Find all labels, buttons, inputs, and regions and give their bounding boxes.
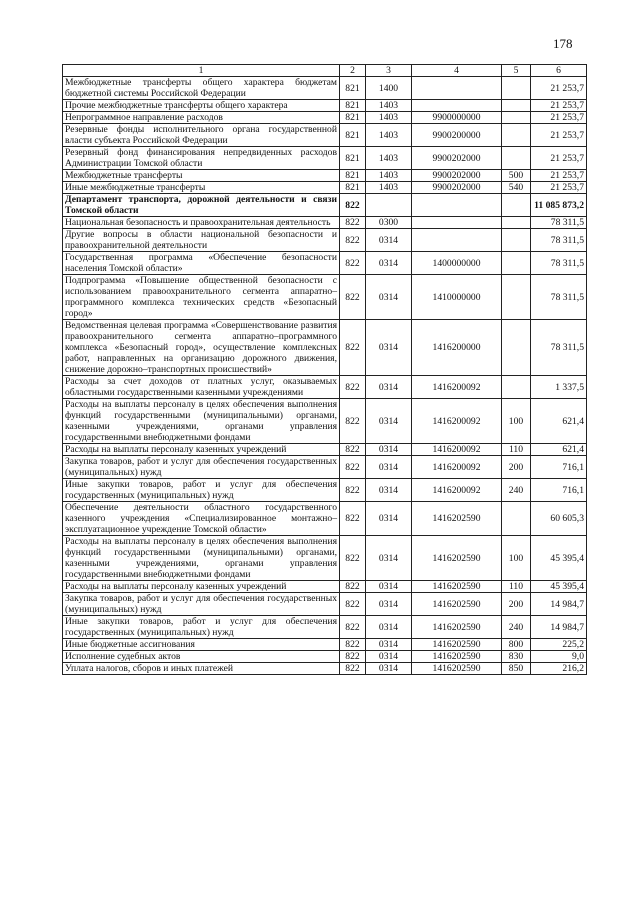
cell-amount: 14 984,7 [531, 593, 587, 616]
cell-expense-type [502, 147, 531, 170]
cell-admin-code: 821 [340, 124, 366, 147]
cell-admin-code: 822 [340, 194, 366, 217]
cell-admin-code: 822 [340, 229, 366, 252]
cell-target-code: 1416202590 [412, 581, 502, 593]
cell-admin-code: 822 [340, 456, 366, 479]
cell-name: Резервный фонд финансирования непредвиденных расходов Администрации Томской области [63, 147, 340, 170]
cell-expense-type [502, 376, 531, 399]
cell-target-code [412, 217, 502, 229]
header-cell-4: 4 [412, 65, 502, 77]
cell-amount: 78 311,5 [531, 217, 587, 229]
cell-section-code: 1403 [366, 112, 412, 124]
cell-expense-type [502, 112, 531, 124]
header-cell-1: 1 [63, 65, 340, 77]
cell-target-code: 9900000000 [412, 112, 502, 124]
cell-admin-code: 822 [340, 536, 366, 581]
cell-admin-code: 822 [340, 651, 366, 663]
cell-admin-code: 821 [340, 77, 366, 100]
table-body [63, 77, 587, 675]
table-row [63, 479, 587, 502]
cell-amount: 716,1 [531, 479, 587, 502]
cell-target-code [412, 229, 502, 252]
table-row [63, 275, 587, 320]
cell-target-code [412, 77, 502, 100]
cell-target-code: 1416200092 [412, 479, 502, 502]
cell-target-code: 1416202590 [412, 616, 502, 639]
cell-expense-type: 110 [502, 581, 531, 593]
cell-target-code: 1416200092 [412, 444, 502, 456]
table-row [63, 639, 587, 651]
cell-admin-code: 822 [340, 581, 366, 593]
cell-target-code: 9900202000 [412, 170, 502, 182]
budget-table [62, 64, 587, 675]
cell-target-code: 9900200000 [412, 124, 502, 147]
cell-expense-type [502, 124, 531, 147]
cell-expense-type: 110 [502, 444, 531, 456]
cell-amount: 21 253,7 [531, 112, 587, 124]
table-row [63, 217, 587, 229]
cell-expense-type [502, 217, 531, 229]
cell-section-code: 0314 [366, 376, 412, 399]
cell-section-code: 0314 [366, 252, 412, 275]
cell-expense-type: 850 [502, 663, 531, 675]
cell-amount: 216,2 [531, 663, 587, 675]
cell-name: Иные закупки товаров, работ и услуг для обеспечения государственных (муниципальных) нужд [63, 616, 340, 639]
cell-name: Резервные фонды исполнительного органа государственной власти субъекта Российской Федерации [63, 124, 340, 147]
cell-name: Расходы за счет доходов от платных услуг, оказываемых областными государственными казенными учреждениями [63, 376, 340, 399]
cell-amount: 716,1 [531, 456, 587, 479]
cell-expense-type: 100 [502, 399, 531, 444]
header-cell-6: 6 [531, 65, 587, 77]
cell-section-code: 1403 [366, 182, 412, 194]
cell-section-code: 0314 [366, 663, 412, 675]
header-cell-5: 5 [502, 65, 531, 77]
cell-admin-code: 821 [340, 112, 366, 124]
cell-amount: 21 253,7 [531, 182, 587, 194]
cell-expense-type [502, 502, 531, 536]
cell-expense-type: 800 [502, 639, 531, 651]
table-row [63, 170, 587, 182]
cell-section-code: 0314 [366, 651, 412, 663]
cell-expense-type [502, 320, 531, 376]
cell-target-code: 1416202590 [412, 651, 502, 663]
table-row [63, 376, 587, 399]
cell-expense-type: 540 [502, 182, 531, 194]
cell-amount: 78 311,5 [531, 229, 587, 252]
cell-name: Государственная программа «Обеспечение безопасности населения Томской области» [63, 252, 340, 275]
cell-amount: 45 395,4 [531, 536, 587, 581]
cell-amount: 21 253,7 [531, 77, 587, 100]
cell-target-code: 1416202590 [412, 502, 502, 536]
cell-expense-type: 830 [502, 651, 531, 663]
cell-expense-type: 200 [502, 456, 531, 479]
table-row [63, 252, 587, 275]
cell-admin-code: 821 [340, 170, 366, 182]
cell-amount: 21 253,7 [531, 100, 587, 112]
header-row [63, 65, 587, 77]
cell-target-code: 1416200092 [412, 456, 502, 479]
cell-section-code [366, 194, 412, 217]
cell-amount: 11 085 873,2 [531, 194, 587, 217]
table-row [63, 194, 587, 217]
cell-name: Департамент транспорта, дорожной деятельности и связи Томской области [63, 194, 340, 217]
cell-section-code: 0314 [366, 444, 412, 456]
cell-admin-code: 822 [340, 479, 366, 502]
cell-name: Прочие межбюджетные трансферты общего характера [63, 100, 340, 112]
cell-admin-code: 822 [340, 502, 366, 536]
table-row [63, 581, 587, 593]
header-cell-3: 3 [366, 65, 412, 77]
cell-target-code: 1416202590 [412, 663, 502, 675]
cell-name: Иные межбюджетные трансферты [63, 182, 340, 194]
cell-name: Межбюджетные трансферты общего характера бюджетам бюджетной системы Российской Федерации [63, 77, 340, 100]
table-row [63, 124, 587, 147]
cell-target-code: 1416202590 [412, 639, 502, 651]
cell-expense-type: 240 [502, 479, 531, 502]
cell-admin-code: 822 [340, 275, 366, 320]
cell-expense-type: 500 [502, 170, 531, 182]
cell-target-code: 9900202000 [412, 147, 502, 170]
cell-section-code: 0300 [366, 217, 412, 229]
table-row [63, 536, 587, 581]
cell-section-code: 0314 [366, 456, 412, 479]
cell-name: Ведомственная целевая программа «Совершенствование развития правоохранительного сегмента аппаратно–программного комплекса «Безопасный город», осуществление комплексных работ, направленных на организацию дорожного движения, снижение дорожно–транспортных происшествий» [63, 320, 340, 376]
cell-target-code: 1400000000 [412, 252, 502, 275]
cell-target-code: 9900202000 [412, 182, 502, 194]
table-row [63, 663, 587, 675]
cell-name: Закупка товаров, работ и услуг для обеспечения государственных (муниципальных) нужд [63, 456, 340, 479]
cell-name: Расходы на выплаты персоналу казенных учреждений [63, 581, 340, 593]
table-row [63, 593, 587, 616]
cell-expense-type [502, 229, 531, 252]
cell-target-code [412, 194, 502, 217]
cell-amount: 60 605,3 [531, 502, 587, 536]
cell-admin-code: 822 [340, 444, 366, 456]
cell-name: Иные закупки товаров, работ и услуг для обеспечения государственных (муниципальных) нужд [63, 479, 340, 502]
cell-admin-code: 822 [340, 252, 366, 275]
table-row [63, 399, 587, 444]
cell-name: Национальная безопасность и правоохранительная деятельность [63, 217, 340, 229]
cell-expense-type [502, 194, 531, 217]
cell-target-code: 1416202590 [412, 593, 502, 616]
cell-amount: 21 253,7 [531, 170, 587, 182]
cell-section-code: 1400 [366, 77, 412, 100]
cell-admin-code: 821 [340, 100, 366, 112]
cell-section-code: 0314 [366, 536, 412, 581]
cell-name: Расходы на выплаты персоналу в целях обеспечения выполнения функций государственными (муниципальными) органами, казенными учреждениями, органами управления государственными внебюджетными фондами [63, 399, 340, 444]
cell-section-code: 0314 [366, 275, 412, 320]
cell-section-code: 0314 [366, 616, 412, 639]
cell-target-code: 1416200092 [412, 376, 502, 399]
cell-section-code: 1403 [366, 100, 412, 112]
cell-name: Подпрограмма «Повышение общественной безопасности с использованием правоохранительного сегмента аппаратно–программного комплекса технических средств «Безопасный город» [63, 275, 340, 320]
table-row [63, 456, 587, 479]
cell-amount: 9,0 [531, 651, 587, 663]
cell-amount: 14 984,7 [531, 616, 587, 639]
table-row [63, 229, 587, 252]
cell-section-code: 0314 [366, 581, 412, 593]
cell-target-code: 1416200092 [412, 399, 502, 444]
cell-target-code: 1416200000 [412, 320, 502, 376]
cell-amount: 78 311,5 [531, 320, 587, 376]
cell-name: Закупка товаров, работ и услуг для обеспечения государственных (муниципальных) нужд [63, 593, 340, 616]
cell-name: Другие вопросы в области национальной безопасности и правоохранительной деятельности [63, 229, 340, 252]
cell-amount: 1 337,5 [531, 376, 587, 399]
cell-expense-type [502, 77, 531, 100]
cell-name: Иные бюджетные ассигнования [63, 639, 340, 651]
table-row [63, 444, 587, 456]
cell-amount: 621,4 [531, 444, 587, 456]
cell-admin-code: 822 [340, 217, 366, 229]
page-number: 178 [553, 36, 573, 51]
cell-name: Расходы на выплаты персоналу казенных учреждений [63, 444, 340, 456]
cell-amount: 78 311,5 [531, 252, 587, 275]
cell-amount: 621,4 [531, 399, 587, 444]
table-row [63, 112, 587, 124]
table-row [63, 320, 587, 376]
cell-expense-type: 240 [502, 616, 531, 639]
cell-admin-code: 822 [340, 399, 366, 444]
table-row [63, 616, 587, 639]
cell-section-code: 0314 [366, 229, 412, 252]
table-row [63, 182, 587, 194]
table-row [63, 100, 587, 112]
cell-name: Расходы на выплаты персоналу в целях обеспечения выполнения функций государственными (муниципальными) органами, казенными учреждениями, органами управления государственными внебюджетными фондами [63, 536, 340, 581]
cell-section-code: 0314 [366, 399, 412, 444]
header-cell-2: 2 [340, 65, 366, 77]
cell-target-code [412, 100, 502, 112]
cell-section-code: 0314 [366, 320, 412, 376]
cell-section-code: 0314 [366, 479, 412, 502]
cell-expense-type [502, 252, 531, 275]
table-row [63, 147, 587, 170]
cell-name: Непрограммное направление расходов [63, 112, 340, 124]
cell-section-code: 0314 [366, 639, 412, 651]
cell-amount: 78 311,5 [531, 275, 587, 320]
cell-section-code: 0314 [366, 593, 412, 616]
cell-admin-code: 822 [340, 376, 366, 399]
cell-target-code: 1410000000 [412, 275, 502, 320]
cell-section-code: 1403 [366, 124, 412, 147]
cell-admin-code: 822 [340, 639, 366, 651]
table-row [63, 77, 587, 100]
cell-amount: 21 253,7 [531, 147, 587, 170]
cell-expense-type: 200 [502, 593, 531, 616]
cell-name: Уплата налогов, сборов и иных платежей [63, 663, 340, 675]
cell-admin-code: 822 [340, 593, 366, 616]
cell-admin-code: 822 [340, 320, 366, 376]
table-row [63, 651, 587, 663]
cell-admin-code: 822 [340, 663, 366, 675]
cell-section-code: 1403 [366, 170, 412, 182]
cell-expense-type [502, 275, 531, 320]
cell-name: Межбюджетные трансферты [63, 170, 340, 182]
table-row [63, 502, 587, 536]
cell-amount: 225,2 [531, 639, 587, 651]
cell-section-code: 1403 [366, 147, 412, 170]
cell-admin-code: 821 [340, 147, 366, 170]
cell-admin-code: 822 [340, 616, 366, 639]
cell-name: Исполнение судебных актов [63, 651, 340, 663]
cell-amount: 45 395,4 [531, 581, 587, 593]
cell-admin-code: 821 [340, 182, 366, 194]
cell-amount: 21 253,7 [531, 124, 587, 147]
cell-target-code: 1416202590 [412, 536, 502, 581]
cell-expense-type [502, 100, 531, 112]
cell-section-code: 0314 [366, 502, 412, 536]
cell-name: Обеспечение деятельности областного государственного казенного учреждения «Специализированное монтажно–эксплуатационное учреждение Томской области» [63, 502, 340, 536]
cell-expense-type: 100 [502, 536, 531, 581]
